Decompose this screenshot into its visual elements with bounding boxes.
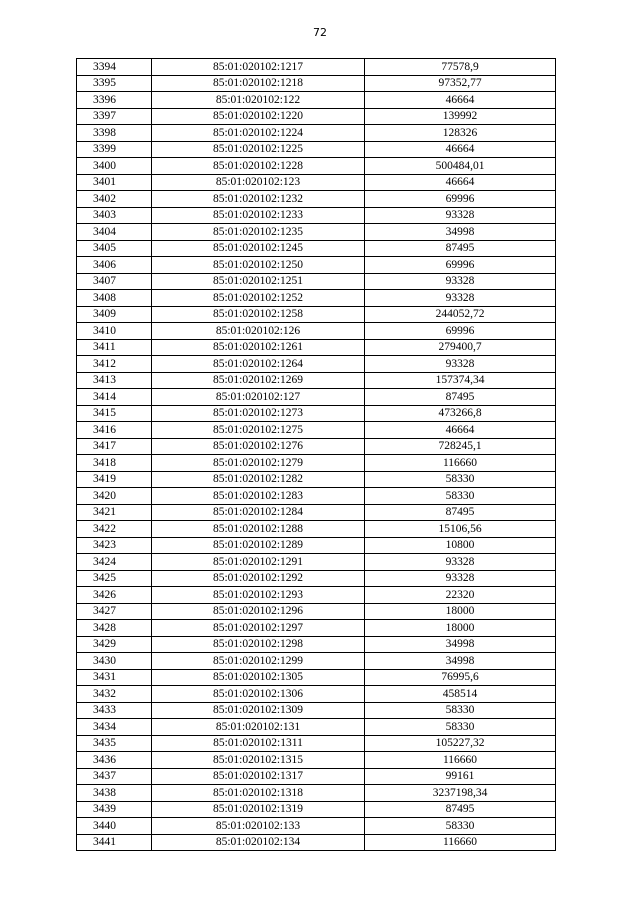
- table-row: [77, 603, 556, 620]
- table-row: [77, 273, 556, 290]
- row-number-cell: 3406: [77, 257, 152, 274]
- cadastral-value-cell: 93328: [365, 290, 556, 307]
- cadastral-number-cell: 85:01:020102:1276: [152, 438, 365, 455]
- cadastral-value-cell: 87495: [365, 801, 556, 818]
- cadastral-number-cell: 85:01:020102:134: [152, 834, 365, 851]
- table-body: [77, 59, 556, 851]
- cadastral-number-cell: 85:01:020102:123: [152, 174, 365, 191]
- row-number-cell: 3427: [77, 603, 152, 620]
- table-row: [77, 92, 556, 109]
- cadastral-number-cell: 85:01:020102:1232: [152, 191, 365, 208]
- cadastral-number-cell: 85:01:020102:1296: [152, 603, 365, 620]
- cadastral-value-cell: 116660: [365, 752, 556, 769]
- table-row: [77, 455, 556, 472]
- cadastral-number-cell: 85:01:020102:1225: [152, 141, 365, 158]
- row-number-cell: 3394: [77, 59, 152, 76]
- cadastral-number-cell: 85:01:020102:1319: [152, 801, 365, 818]
- row-number-cell: 3411: [77, 339, 152, 356]
- table-row: [77, 537, 556, 554]
- cadastral-number-cell: 85:01:020102:1250: [152, 257, 365, 274]
- cadastral-value-cell: 18000: [365, 603, 556, 620]
- row-number-cell: 3412: [77, 356, 152, 373]
- row-number-cell: 3408: [77, 290, 152, 307]
- table-row: [77, 587, 556, 604]
- table-row: [77, 669, 556, 686]
- cadastral-number-cell: 85:01:020102:1297: [152, 620, 365, 637]
- table-row: [77, 405, 556, 422]
- cadastral-value-cell: 46664: [365, 174, 556, 191]
- cadastral-number-cell: 85:01:020102:1235: [152, 224, 365, 241]
- row-number-cell: 3419: [77, 471, 152, 488]
- cadastral-value-cell: 99161: [365, 768, 556, 785]
- cadastral-value-cell: 46664: [365, 422, 556, 439]
- table-row: [77, 702, 556, 719]
- row-number-cell: 3423: [77, 537, 152, 554]
- table-row: [77, 372, 556, 389]
- row-number-cell: 3413: [77, 372, 152, 389]
- cadastral-value-cell: 157374,34: [365, 372, 556, 389]
- cadastral-number-cell: 85:01:020102:1218: [152, 75, 365, 92]
- cadastral-number-cell: 85:01:020102:1293: [152, 587, 365, 604]
- row-number-cell: 3414: [77, 389, 152, 406]
- cadastral-number-cell: 85:01:020102:1224: [152, 125, 365, 142]
- table-row: [77, 339, 556, 356]
- table-row: [77, 686, 556, 703]
- cadastral-number-cell: 85:01:020102:127: [152, 389, 365, 406]
- cadastral-value-cell: 139992: [365, 108, 556, 125]
- cadastral-value-cell: 244052,72: [365, 306, 556, 323]
- table-row: [77, 752, 556, 769]
- row-number-cell: 3396: [77, 92, 152, 109]
- cadastral-number-cell: 85:01:020102:1273: [152, 405, 365, 422]
- table-row: [77, 389, 556, 406]
- cadastral-value-cell: 93328: [365, 273, 556, 290]
- row-number-cell: 3433: [77, 702, 152, 719]
- cadastral-value-cell: 93328: [365, 554, 556, 571]
- cadastral-number-cell: 85:01:020102:1269: [152, 372, 365, 389]
- row-number-cell: 3436: [77, 752, 152, 769]
- row-number-cell: 3395: [77, 75, 152, 92]
- table-row: [77, 323, 556, 340]
- cadastral-number-cell: 85:01:020102:1284: [152, 504, 365, 521]
- table-row: [77, 59, 556, 76]
- cadastral-value-cell: 500484,01: [365, 158, 556, 175]
- cadastral-value-cell: 279400,7: [365, 339, 556, 356]
- table-row: [77, 488, 556, 505]
- row-number-cell: 3417: [77, 438, 152, 455]
- cadastral-value-cell: 34998: [365, 653, 556, 670]
- cadastral-number-cell: 85:01:020102:1315: [152, 752, 365, 769]
- cadastral-number-cell: 85:01:020102:1261: [152, 339, 365, 356]
- table-row: [77, 422, 556, 439]
- row-number-cell: 3404: [77, 224, 152, 241]
- cadastral-value-cell: 105227,32: [365, 735, 556, 752]
- table-row: [77, 834, 556, 851]
- cadastral-number-cell: 85:01:020102:1279: [152, 455, 365, 472]
- table-row: [77, 653, 556, 670]
- cadastral-value-cell: 116660: [365, 834, 556, 851]
- cadastral-value-cell: 10800: [365, 537, 556, 554]
- cadastral-number-cell: 85:01:020102:1291: [152, 554, 365, 571]
- cadastral-value-cell: 473266,8: [365, 405, 556, 422]
- cadastral-number-cell: 85:01:020102:126: [152, 323, 365, 340]
- table-row: [77, 521, 556, 538]
- row-number-cell: 3429: [77, 636, 152, 653]
- row-number-cell: 3399: [77, 141, 152, 158]
- cadastral-value-cell: 22320: [365, 587, 556, 604]
- cadastral-number-cell: 85:01:020102:1309: [152, 702, 365, 719]
- row-number-cell: 3428: [77, 620, 152, 637]
- table-row: [77, 504, 556, 521]
- cadastral-value-cell: 46664: [365, 92, 556, 109]
- cadastral-number-cell: 85:01:020102:1220: [152, 108, 365, 125]
- row-number-cell: 3441: [77, 834, 152, 851]
- cadastral-number-cell: 85:01:020102:1251: [152, 273, 365, 290]
- table-row: [77, 818, 556, 835]
- row-number-cell: 3426: [77, 587, 152, 604]
- cadastral-number-cell: 85:01:020102:1318: [152, 785, 365, 802]
- cadastral-value-cell: 58330: [365, 471, 556, 488]
- row-number-cell: 3398: [77, 125, 152, 142]
- cadastral-number-cell: 85:01:020102:1245: [152, 240, 365, 257]
- cadastral-value-cell: 87495: [365, 240, 556, 257]
- table-row: [77, 471, 556, 488]
- table-row: [77, 257, 556, 274]
- table-row: [77, 125, 556, 142]
- cadastral-value-table: [76, 58, 556, 851]
- cadastral-number-cell: 85:01:020102:1264: [152, 356, 365, 373]
- row-number-cell: 3438: [77, 785, 152, 802]
- row-number-cell: 3421: [77, 504, 152, 521]
- cadastral-number-cell: 85:01:020102:1283: [152, 488, 365, 505]
- cadastral-value-cell: 458514: [365, 686, 556, 703]
- row-number-cell: 3430: [77, 653, 152, 670]
- table-row: [77, 356, 556, 373]
- page-number: 72: [313, 26, 327, 39]
- table-row: [77, 570, 556, 587]
- cadastral-value-cell: 15106,56: [365, 521, 556, 538]
- row-number-cell: 3415: [77, 405, 152, 422]
- cadastral-number-cell: 85:01:020102:1252: [152, 290, 365, 307]
- row-number-cell: 3440: [77, 818, 152, 835]
- row-number-cell: 3422: [77, 521, 152, 538]
- row-number-cell: 3407: [77, 273, 152, 290]
- row-number-cell: 3405: [77, 240, 152, 257]
- cadastral-value-cell: 69996: [365, 191, 556, 208]
- cadastral-number-cell: 85:01:020102:1288: [152, 521, 365, 538]
- row-number-cell: 3409: [77, 306, 152, 323]
- cadastral-number-cell: 85:01:020102:1298: [152, 636, 365, 653]
- row-number-cell: 3418: [77, 455, 152, 472]
- cadastral-value-cell: 728245,1: [365, 438, 556, 455]
- row-number-cell: 3420: [77, 488, 152, 505]
- row-number-cell: 3424: [77, 554, 152, 571]
- cadastral-number-cell: 85:01:020102:122: [152, 92, 365, 109]
- table-row: [77, 158, 556, 175]
- table-row: [77, 620, 556, 637]
- table-row: [77, 768, 556, 785]
- row-number-cell: 3400: [77, 158, 152, 175]
- table-row: [77, 108, 556, 125]
- cadastral-value-cell: 58330: [365, 818, 556, 835]
- table-row: [77, 240, 556, 257]
- table-row: [77, 306, 556, 323]
- table-row: [77, 785, 556, 802]
- cadastral-value-cell: 69996: [365, 257, 556, 274]
- cadastral-value-cell: 87495: [365, 389, 556, 406]
- cadastral-number-cell: 85:01:020102:1233: [152, 207, 365, 224]
- row-number-cell: 3401: [77, 174, 152, 191]
- cadastral-value-cell: 93328: [365, 207, 556, 224]
- cadastral-number-cell: 85:01:020102:133: [152, 818, 365, 835]
- cadastral-value-cell: 77578,9: [365, 59, 556, 76]
- table-row: [77, 554, 556, 571]
- row-number-cell: 3434: [77, 719, 152, 736]
- cadastral-number-cell: 85:01:020102:1317: [152, 768, 365, 785]
- cadastral-number-cell: 85:01:020102:1311: [152, 735, 365, 752]
- table-row: [77, 735, 556, 752]
- cadastral-value-cell: 3237198,34: [365, 785, 556, 802]
- table-row: [77, 75, 556, 92]
- cadastral-value-cell: 87495: [365, 504, 556, 521]
- cadastral-number-cell: 85:01:020102:1289: [152, 537, 365, 554]
- table-row: [77, 636, 556, 653]
- cadastral-number-cell: 85:01:020102:1292: [152, 570, 365, 587]
- cadastral-value-cell: 116660: [365, 455, 556, 472]
- cadastral-number-cell: 85:01:020102:1275: [152, 422, 365, 439]
- cadastral-value-cell: 97352,77: [365, 75, 556, 92]
- cadastral-number-cell: 85:01:020102:1217: [152, 59, 365, 76]
- cadastral-value-cell: 58330: [365, 719, 556, 736]
- cadastral-number-cell: 85:01:020102:1258: [152, 306, 365, 323]
- table-row: [77, 174, 556, 191]
- row-number-cell: 3410: [77, 323, 152, 340]
- cadastral-value-cell: 58330: [365, 702, 556, 719]
- cadastral-value-cell: 46664: [365, 141, 556, 158]
- row-number-cell: 3425: [77, 570, 152, 587]
- table-row: [77, 290, 556, 307]
- cadastral-number-cell: 85:01:020102:1228: [152, 158, 365, 175]
- cadastral-value-cell: 128326: [365, 125, 556, 142]
- row-number-cell: 3437: [77, 768, 152, 785]
- table-row: [77, 801, 556, 818]
- cadastral-number-cell: 85:01:020102:1282: [152, 471, 365, 488]
- cadastral-value-cell: 76995,6: [365, 669, 556, 686]
- row-number-cell: 3397: [77, 108, 152, 125]
- row-number-cell: 3403: [77, 207, 152, 224]
- cadastral-value-cell: 69996: [365, 323, 556, 340]
- table-row: [77, 438, 556, 455]
- cadastral-value-cell: 93328: [365, 570, 556, 587]
- row-number-cell: 3431: [77, 669, 152, 686]
- row-number-cell: 3402: [77, 191, 152, 208]
- cadastral-value-cell: 58330: [365, 488, 556, 505]
- cadastral-value-cell: 34998: [365, 224, 556, 241]
- table-row: [77, 719, 556, 736]
- cadastral-number-cell: 85:01:020102:1299: [152, 653, 365, 670]
- cadastral-number-cell: 85:01:020102:1305: [152, 669, 365, 686]
- cadastral-value-cell: 18000: [365, 620, 556, 637]
- table-row: [77, 141, 556, 158]
- table-row: [77, 207, 556, 224]
- row-number-cell: 3435: [77, 735, 152, 752]
- cadastral-value-cell: 93328: [365, 356, 556, 373]
- row-number-cell: 3439: [77, 801, 152, 818]
- row-number-cell: 3432: [77, 686, 152, 703]
- table-row: [77, 191, 556, 208]
- table-row: [77, 224, 556, 241]
- cadastral-value-cell: 34998: [365, 636, 556, 653]
- cadastral-number-cell: 85:01:020102:131: [152, 719, 365, 736]
- cadastral-number-cell: 85:01:020102:1306: [152, 686, 365, 703]
- row-number-cell: 3416: [77, 422, 152, 439]
